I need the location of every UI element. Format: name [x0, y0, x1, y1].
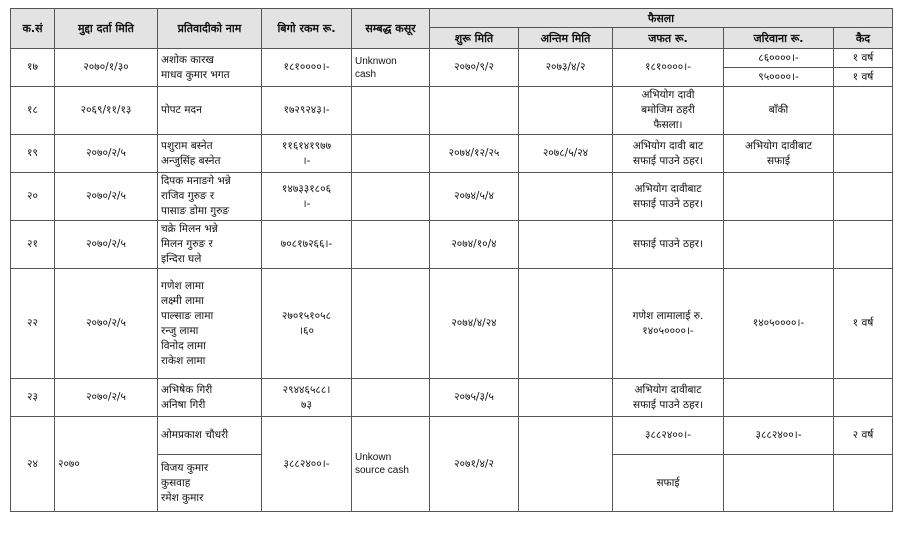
- cell-sn: २०: [11, 173, 55, 221]
- cell-jail-line: १ वर्ष: [852, 317, 874, 329]
- cell-amount: [262, 173, 352, 221]
- cell-defendant-line: रमेश कुमार: [161, 491, 204, 504]
- cell-fine: [724, 135, 834, 173]
- cell-defendant-line: अशोक कारख: [161, 53, 214, 66]
- header-jail: कैद: [834, 28, 893, 49]
- cell-defendant: [158, 173, 262, 221]
- cell-jail: [834, 173, 893, 221]
- cell-offense: [352, 221, 430, 269]
- cell-defendant: [158, 379, 262, 417]
- table-row: [11, 87, 893, 135]
- cell-jail: [834, 455, 893, 512]
- cell-jail: [834, 135, 893, 173]
- cell-fine: [724, 269, 834, 379]
- cell-offense: [352, 269, 430, 379]
- cell-amount-line: ७३: [301, 398, 312, 411]
- cell-confiscation-line: सफाई पाउने ठहर।: [633, 154, 703, 167]
- cell-offense: [352, 173, 430, 221]
- cell-fine-line: ३८८२४००।-: [755, 429, 802, 441]
- verdict-table: [10, 8, 893, 512]
- cell-confiscation: [613, 455, 724, 512]
- table-row: [11, 269, 893, 379]
- cell-reg-date: २०७०: [55, 417, 158, 512]
- cell-confiscation-line: १८१००००।-: [645, 61, 691, 73]
- cell-defendant-line: राकेश लामा: [161, 354, 206, 367]
- cell-defendant: [158, 87, 262, 135]
- cell-confiscation: [613, 173, 724, 221]
- header-offense: सम्बद्ध कसूर: [352, 9, 430, 49]
- cell-confiscation: [613, 221, 724, 269]
- header-verdict: फैसला: [430, 9, 893, 28]
- cell-final-date: [519, 173, 613, 221]
- cell-reg-date: २०६९/११/१३: [55, 87, 158, 135]
- cell-defendant-line: माधव कुमार भगत: [161, 68, 230, 81]
- cell-start-date: २०७४/१२/२५: [430, 135, 519, 173]
- cell-amount: [262, 49, 352, 87]
- cell-jail: [834, 221, 893, 269]
- cell-defendant: [158, 221, 262, 269]
- cell-jail: [834, 379, 893, 417]
- cell-defendant-line: चक्रे मिलन भन्ने: [161, 223, 218, 235]
- cell-jail-line: २ वर्ष: [852, 429, 874, 441]
- cell-confiscation-line: अभियोग दावीबाट: [634, 383, 702, 396]
- cell-jail: [834, 87, 893, 135]
- cell-defendant-line: लक्ष्मी लामा: [161, 294, 204, 307]
- cell-confiscation-line: सफाई पाउने ठहर।: [633, 398, 703, 411]
- cell-sn: २४: [11, 417, 55, 512]
- cell-confiscation-line: १४०५००००।-: [642, 324, 694, 337]
- cell-confiscation-line: सफाई पाउने ठहर।: [633, 238, 703, 250]
- table-row: [11, 417, 893, 455]
- cell-reg-date: २०७०/२/५: [55, 135, 158, 173]
- cell-amount-line: १४७३३१८०६: [281, 182, 332, 195]
- cell-amount-line: १७२९२४३।-: [283, 104, 330, 116]
- cell-start-date: [430, 87, 519, 135]
- cell-offense: [352, 87, 430, 135]
- cell-fine-line: १४०५००००।-: [752, 317, 805, 329]
- cell-confiscation: [613, 87, 724, 135]
- header-final-date: अन्तिम मिति: [519, 28, 613, 49]
- header-confiscation: जफत रू.: [613, 28, 724, 49]
- cell-fine: [724, 87, 834, 135]
- cell-defendant: [158, 455, 262, 512]
- cell-reg-date: २०७०/२/५: [55, 379, 158, 417]
- cell-confiscation: [613, 417, 724, 455]
- cell-defendant-line: विजय कुमार: [161, 461, 209, 474]
- cell-amount-line: २९४४६५८८।: [282, 383, 331, 396]
- cell-reg-date: २०७०/२/५: [55, 221, 158, 269]
- cell-sn: २१: [11, 221, 55, 269]
- cell-confiscation-line: फैसला।: [653, 119, 683, 131]
- cell-fine-line: ८६००००।-: [724, 49, 833, 68]
- cell-jail: [834, 417, 893, 455]
- cell-confiscation: [613, 135, 724, 173]
- cell-reg-date: २०७०/२/५: [55, 269, 158, 379]
- cell-defendant-line: विनोद लामा: [161, 339, 206, 352]
- cell-confiscation-line: बमोजिम ठहरी: [641, 104, 695, 116]
- cell-confiscation-line: अभियोग दावीबाट: [634, 182, 702, 195]
- cell-reg-date: २०७०/२/५: [55, 173, 158, 221]
- header-fine: जरिवाना रू.: [724, 28, 834, 49]
- cell-amount-line: ।-: [302, 154, 311, 167]
- cell-final-date: २०७३/४/२: [519, 49, 613, 87]
- cell-fine-line: बाँकी: [768, 104, 789, 116]
- cell-fine: [724, 49, 834, 87]
- cell-fine-line: सफाई: [766, 154, 791, 167]
- cell-defendant-line: पोपट मदन: [161, 104, 202, 116]
- cell-amount-line: ।६०: [299, 324, 314, 337]
- cell-amount-line: ११६१४१९७७: [281, 139, 332, 152]
- table-row: [11, 379, 893, 417]
- cell-confiscation-line: अभियोग दावी: [641, 89, 695, 101]
- cell-sn: १९: [11, 135, 55, 173]
- cell-amount: [262, 417, 352, 512]
- cell-defendant-line: दिपक मनाङगे भन्ने: [161, 175, 231, 187]
- table-row: [11, 49, 893, 87]
- table-body: [11, 49, 893, 512]
- cell-amount-line: ७०८१७२६६।-: [280, 238, 333, 250]
- cell-fine: [724, 417, 834, 455]
- cell-defendant-line: पासाङ डोमा गुरुङ: [161, 205, 230, 217]
- cell-offense: [352, 417, 430, 512]
- cell-defendant-line: रन्जु लामा: [161, 324, 199, 337]
- cell-offense-line: Unkown: [355, 452, 392, 463]
- table-row: [11, 135, 893, 173]
- cell-amount-line: ।-: [302, 197, 311, 210]
- cell-amount-line: २७०१५१०५८: [281, 309, 332, 322]
- cell-defendant-line: अभिषेक गिरी: [161, 383, 213, 396]
- cell-jail: [834, 269, 893, 379]
- cell-defendant: [158, 135, 262, 173]
- cell-defendant-line: अन्जुसिंह बस्नेत: [161, 154, 221, 167]
- cell-defendant-line: गणेश लामा: [161, 279, 204, 292]
- cell-start-date: २०७०/९/२: [430, 49, 519, 87]
- cell-offense: [352, 135, 430, 173]
- table-row: [11, 173, 893, 221]
- cell-confiscation: [613, 269, 724, 379]
- cell-sn: २२: [11, 269, 55, 379]
- cell-amount-line: १८१००००।-: [283, 61, 330, 73]
- cell-start-date: २०७४/१०/४: [430, 221, 519, 269]
- cell-start-date: २०७४/४/२४: [430, 269, 519, 379]
- cell-confiscation-line: अभियोग दावी बाट: [632, 139, 704, 152]
- header-start-date: शुरू मिति: [430, 28, 519, 49]
- header-reg-date: मुद्दा दर्ता मिति: [55, 9, 158, 49]
- cell-defendant: [158, 49, 262, 87]
- cell-offense-line: source cash: [355, 465, 409, 476]
- cell-defendant-line: ओमप्रकाश चौधरी: [161, 429, 229, 441]
- cell-start-date: २०७१/४/२: [430, 417, 519, 512]
- cell-offense: [352, 49, 430, 87]
- cell-amount: [262, 87, 352, 135]
- cell-amount: [262, 221, 352, 269]
- cell-defendant-line: मिलन गुरुङ र: [161, 238, 213, 250]
- cell-start-date: २०७५/३/५: [430, 379, 519, 417]
- cell-reg-date: २०७०/१/३०: [55, 49, 158, 87]
- cell-final-date: [519, 221, 613, 269]
- cell-defendant-line: पशुराम बस्नेत: [161, 139, 213, 152]
- cell-confiscation: [613, 379, 724, 417]
- cell-jail-line: १ वर्ष: [852, 71, 874, 83]
- cell-fine: [724, 455, 834, 512]
- cell-confiscation-line: सफाई पाउने ठहर।: [633, 197, 703, 210]
- cell-defendant-line: राजिव गुरुङ र: [161, 190, 215, 202]
- cell-final-date: [519, 87, 613, 135]
- cell-final-date: २०७८/५/२४: [519, 135, 613, 173]
- cell-fine: [724, 379, 834, 417]
- cell-amount: [262, 269, 352, 379]
- header-defendant: प्रतिवादीको नाम: [158, 9, 262, 49]
- cell-sn: २३: [11, 379, 55, 417]
- cell-final-date: [519, 269, 613, 379]
- cell-defendant: [158, 269, 262, 379]
- cell-final-date: [519, 417, 613, 512]
- cell-offense: [352, 379, 430, 417]
- cell-defendant: [158, 417, 262, 455]
- cell-defendant-line: इन्दिरा घले: [161, 253, 202, 265]
- cell-confiscation-line: गणेश लामालाई रु.: [632, 309, 704, 322]
- cell-defendant-line: पाल्साङ लामा: [161, 309, 214, 322]
- cell-final-date: [519, 379, 613, 417]
- cell-confiscation-line: सफाई: [656, 476, 680, 489]
- header-amount: बिगो रकम रू.: [262, 9, 352, 49]
- cell-confiscation-line: ३८८२४००।-: [645, 429, 691, 441]
- cell-fine: [724, 173, 834, 221]
- cell-amount-line: ३८८२४००।-: [283, 457, 330, 470]
- cell-amount: [262, 135, 352, 173]
- cell-fine-line: अभियोग दावीबाट: [744, 139, 813, 152]
- cell-offense-line: Unknwon: [355, 55, 397, 67]
- cell-jail-line: १ वर्ष: [834, 49, 892, 68]
- cell-confiscation: [613, 49, 724, 87]
- cell-fine: [724, 221, 834, 269]
- cell-defendant-line: कुसवाह: [161, 476, 191, 489]
- cell-sn: १८: [11, 87, 55, 135]
- cell-amount: [262, 379, 352, 417]
- cell-fine-line: ९५००००।-: [758, 71, 799, 83]
- cell-jail: [834, 49, 893, 87]
- cell-offense-line: cash: [355, 68, 377, 80]
- header-sn: क.सं: [11, 9, 55, 49]
- cell-start-date: २०७४/५/४: [430, 173, 519, 221]
- table-row: [11, 221, 893, 269]
- cell-sn: १७: [11, 49, 55, 87]
- cell-defendant-line: अनिषा गिरी: [161, 398, 206, 411]
